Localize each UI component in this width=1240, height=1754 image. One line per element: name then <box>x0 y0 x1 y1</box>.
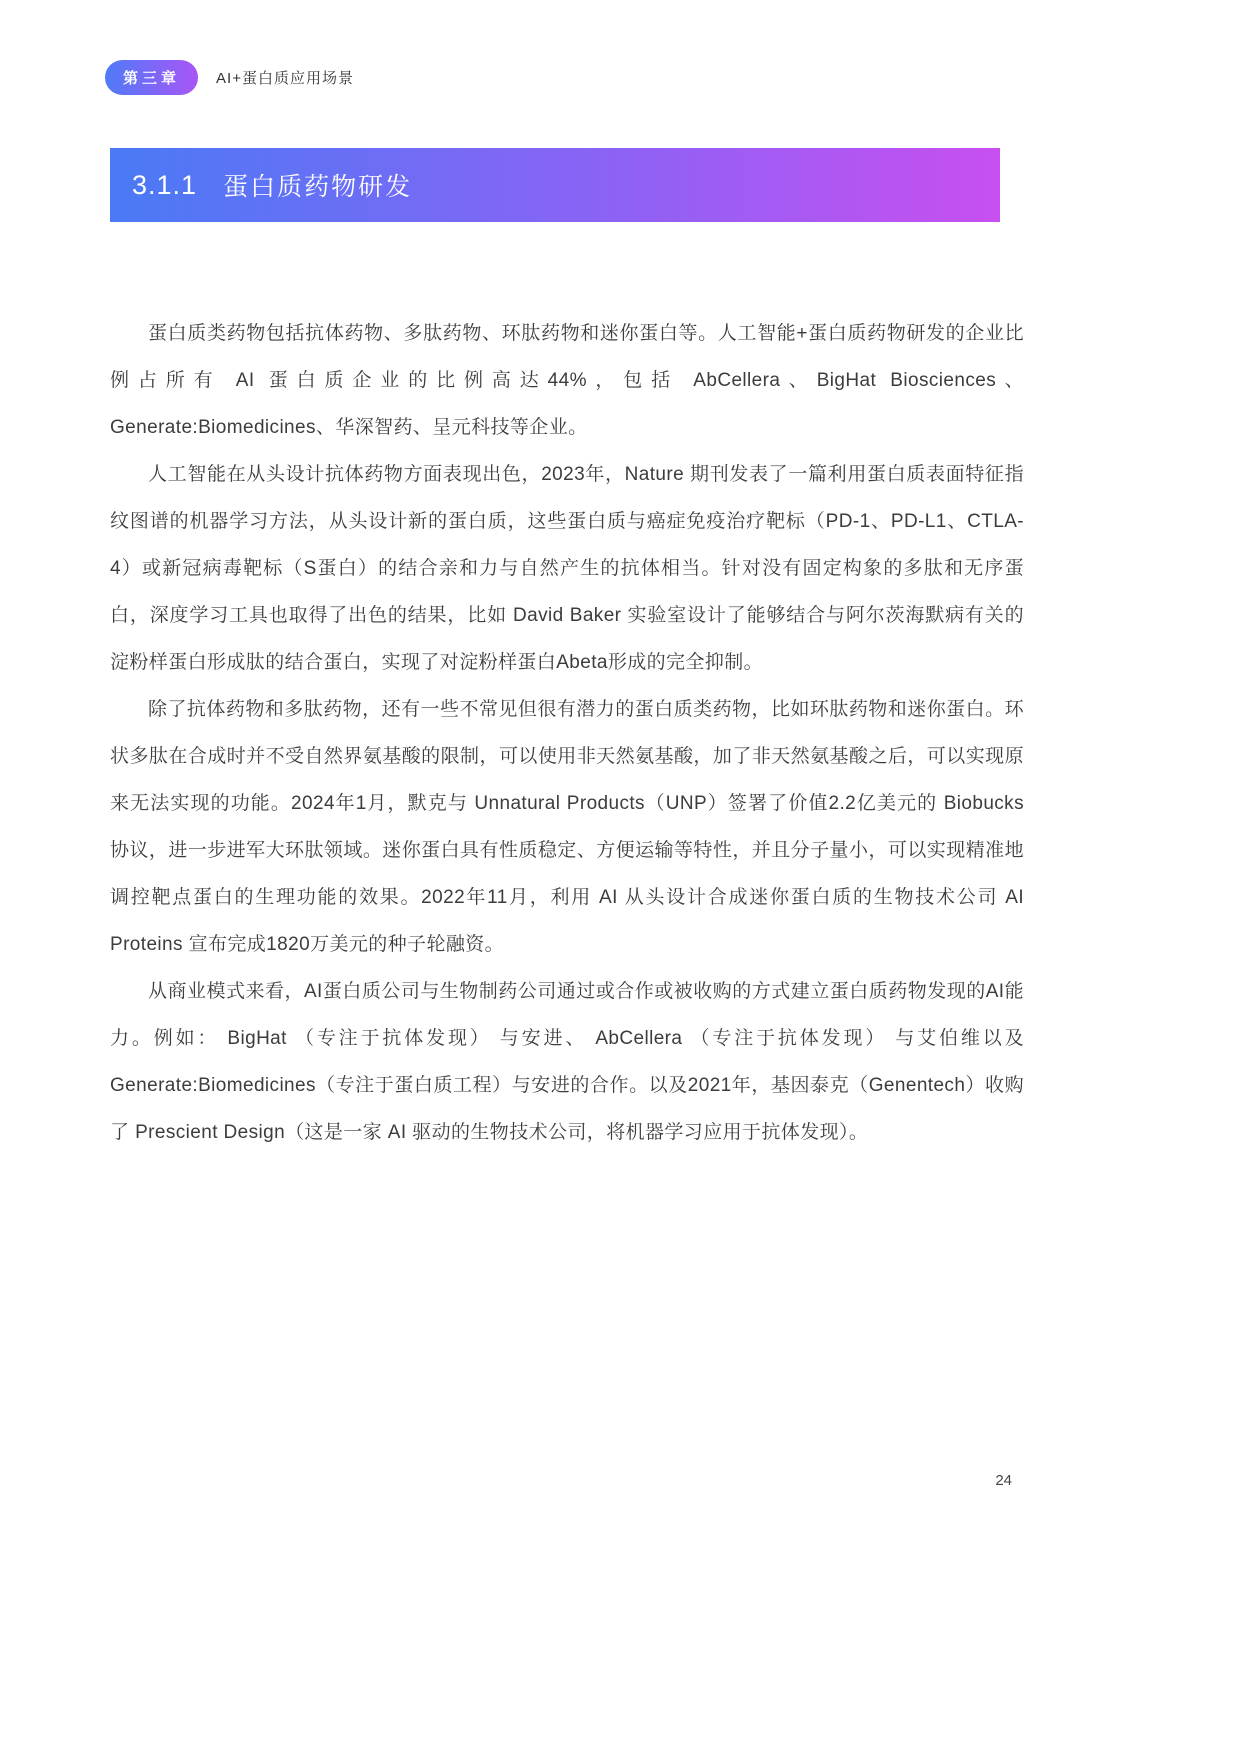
section-title: 蛋白质药物研发 <box>223 173 413 201</box>
paragraph-1: 蛋白质类药物包括抗体药物、多肽药物、环肽药物和迷你蛋白等。人工智能+蛋白质药物研发的企业比例占所有 AI 蛋白质企业的比例高达44%，包括 AbCellera、BigHat Biosciences、Generate:Biomedicines、华深智药、呈元科技等企业。 <box>110 323 1024 438</box>
chapter-title: AI+蛋白质应用场景 <box>216 70 354 87</box>
chapter-header <box>105 60 354 95</box>
page-number: 24 <box>995 1472 1012 1489</box>
paragraph-3: 除了抗体药物和多肽药物，还有一些不常见但很有潜力的蛋白质类药物，比如环肽药物和迷你蛋白。环状多肽在合成时并不受自然界氨基酸的限制，可以使用非天然氨基酸，加了非天然氨基酸之后，可以实现原来无法实现的功能。2024年1月，默克与 Unnatural Products（UNP）签署了价值2.2亿美元的 Biobucks 协议，进一步进军大环肽领域。迷你蛋白具有性质稳定、方便运输等特性，并且分子量小，可以实现精准地调控靶点蛋白的生理功能的效果。2022年11月，利用 AI 从头设计合成迷你蛋白质的生物技术公司 AI Proteins 宣布完成1820万美元的种子轮融资。 <box>110 699 1024 955</box>
section-heading-bar <box>110 148 1000 222</box>
chapter-badge: 第三章 <box>105 60 198 95</box>
paragraph-2: 人工智能在从头设计抗体药物方面表现出色，2023年，Nature 期刊发表了一篇利用蛋白质表面特征指纹图谱的机器学习方法，从头设计新的蛋白质，这些蛋白质与癌症免疫治疗靶标（PD-1、PD-L1、CTLA-4）或新冠病毒靶标（S蛋白）的结合亲和力与自然产生的抗体相当。针对没有固定构象的多肽和无序蛋白，深度学习工具也取得了出色的结果，比如 David Baker 实验室设计了能够结合与阿尔茨海默病有关的淀粉样蛋白形成肽的结合蛋白，实现了对淀粉样蛋白Abeta形成的完全抑制。 <box>110 464 1024 673</box>
section-number: 3.1.1 <box>132 169 198 200</box>
body-text-block <box>110 310 1024 1156</box>
paragraph-4: 从商业模式来看，AI蛋白质公司与生物制药公司通过或合作或被收购的方式建立蛋白质药物发现的AI能力。例如： BigHat （专注于抗体发现） 与安进、 AbCellera （专注于抗体发现） 与艾伯维以及 Generate:Biomedicines（专注于蛋白质工程）与安进的合作。以及2021年，基因泰克（Genentech）收购了 Prescient Design（这是一家 AI 驱动的生物技术公司，将机器学习应用于抗体发现）。 <box>110 981 1024 1143</box>
